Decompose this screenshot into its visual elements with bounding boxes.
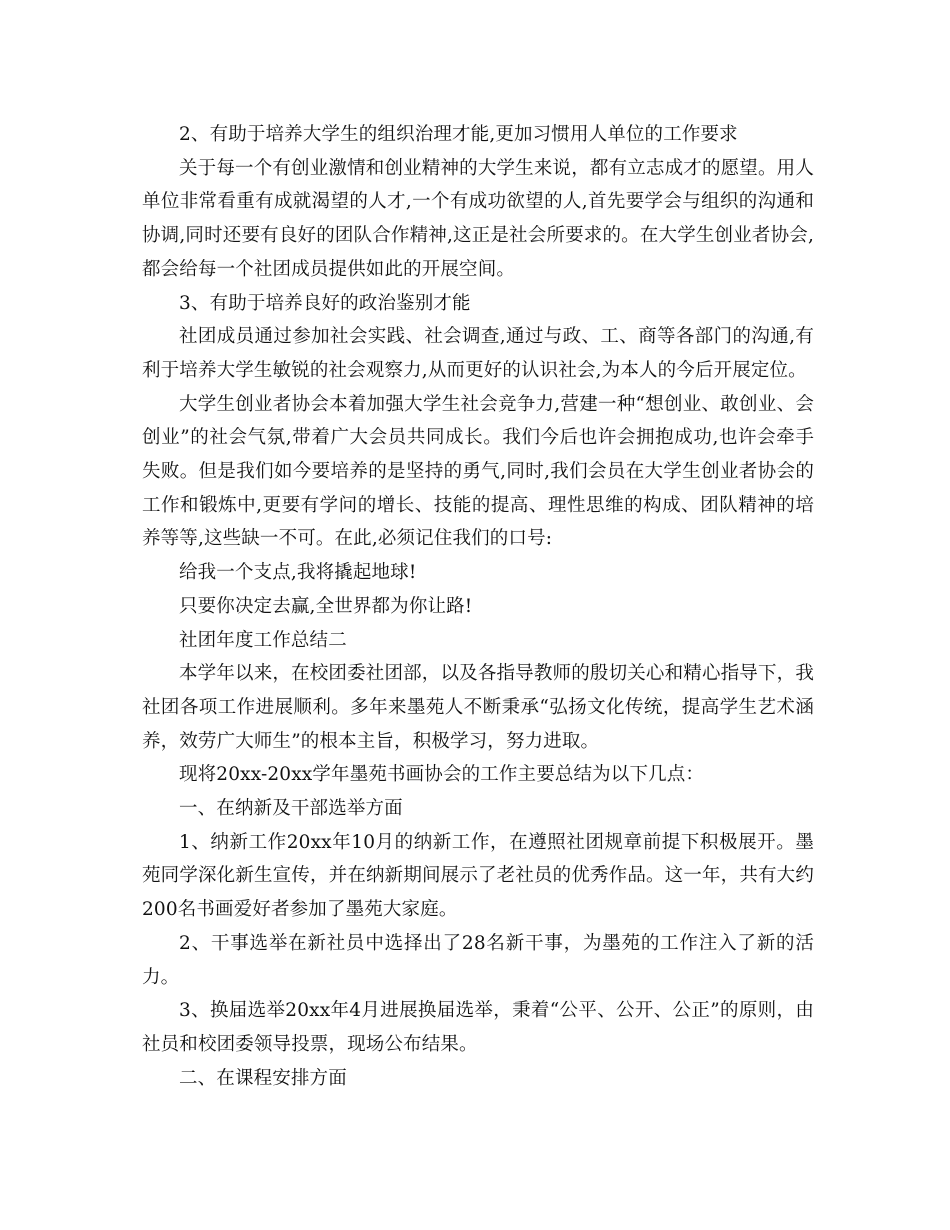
paragraph-association-mission: 大学生创业者协会本着加强大学生社会竞争力,营建一种“想创业、敢创业、会创业”的社会气氛,带着广大会员共同成长。我们今后也许会拥抱成功,也许会牵手失败。但是我们如今要培养的是坚持的勇气,同时,我们会员在大学生创业者协会的工作和锻炼中,更要有学问的增长、技能的提高、理性思维的构成、团队精神的培养等等,这些缺一不可。在此,必须记住我们的口号:	[142, 393, 814, 550]
paragraph-recruitment-2: 2、干事选举在新社员中选择出了28名新干事，为墨苑的工作注入了新的活力。	[142, 932, 814, 988]
paragraph-slogan-1: 给我一个支点,我将撬起地球!	[179, 562, 417, 584]
paragraph-political-body: 社团成员通过参加社会实践、社会调查,通过与政、工、商等各部门的沟通,有利于培养大学生敏锐的社会观察力,从而更好的认识社会,为本人的今后开展定位。	[142, 326, 814, 381]
paragraph-slogan-2: 只要你决定去赢,全世界都为你让路!	[179, 595, 473, 617]
paragraph-heading-political: 3、有助于培养良好的政治鉴别才能	[179, 292, 471, 314]
paragraph-recruitment-1: 1、纳新工作20xx年10月的纳新工作，在遵照社团规章前提下积极展开。墨苑同学深化新生宣传，并在纳新期间展示了老社员的优秀作品。这一年，共有大约200名书画爱好者参加了墨苑大家庭。	[142, 831, 814, 921]
heading-recruitment: 一、在纳新及干部选举方面	[179, 798, 403, 820]
paragraph-org-skills-body: 关于每一个有创业激情和创业精神的大学生来说，都有立志成才的愿望。用人单位非常看重有成就渴望的人才,一个有成功欲望的人,首先要学会与组织的沟通和协调,同时还要有良好的团队合作精神,这正是社会所要求的。在大学生创业者协会,都会给每一个社团成员提供如此的开展空间。	[142, 157, 814, 280]
section-title-summary-two: 社团年度工作总结二	[179, 629, 347, 651]
heading-curriculum: 二、在课程安排方面	[179, 1067, 347, 1089]
paragraph-summary-lead: 现将20xx-20xx学年墨苑书画协会的工作主要总结为以下几点：	[179, 764, 705, 786]
paragraph-recruitment-3: 3、换届选举20xx年4月进展换届选举，秉着“公平、公开、公正”的原则，由社员和校团委领导投票，现场公布结果。	[142, 1000, 814, 1055]
paragraph-summary-intro: 本学年以来，在校团委社团部，以及各指导教师的殷切关心和精心指导下，我社团各项工作进展顺利。多年来墨苑人不断秉承“弘扬文化传统，提高学生艺术涵养，效劳广大师生”的根本主旨，积极学习，努力进取。	[142, 663, 814, 752]
document-page	[142, 118, 814, 1095]
paragraph-heading-org-skills: 2、有助于培养大学生的组织治理才能,更加习惯用人单位的工作要求	[179, 124, 738, 145]
